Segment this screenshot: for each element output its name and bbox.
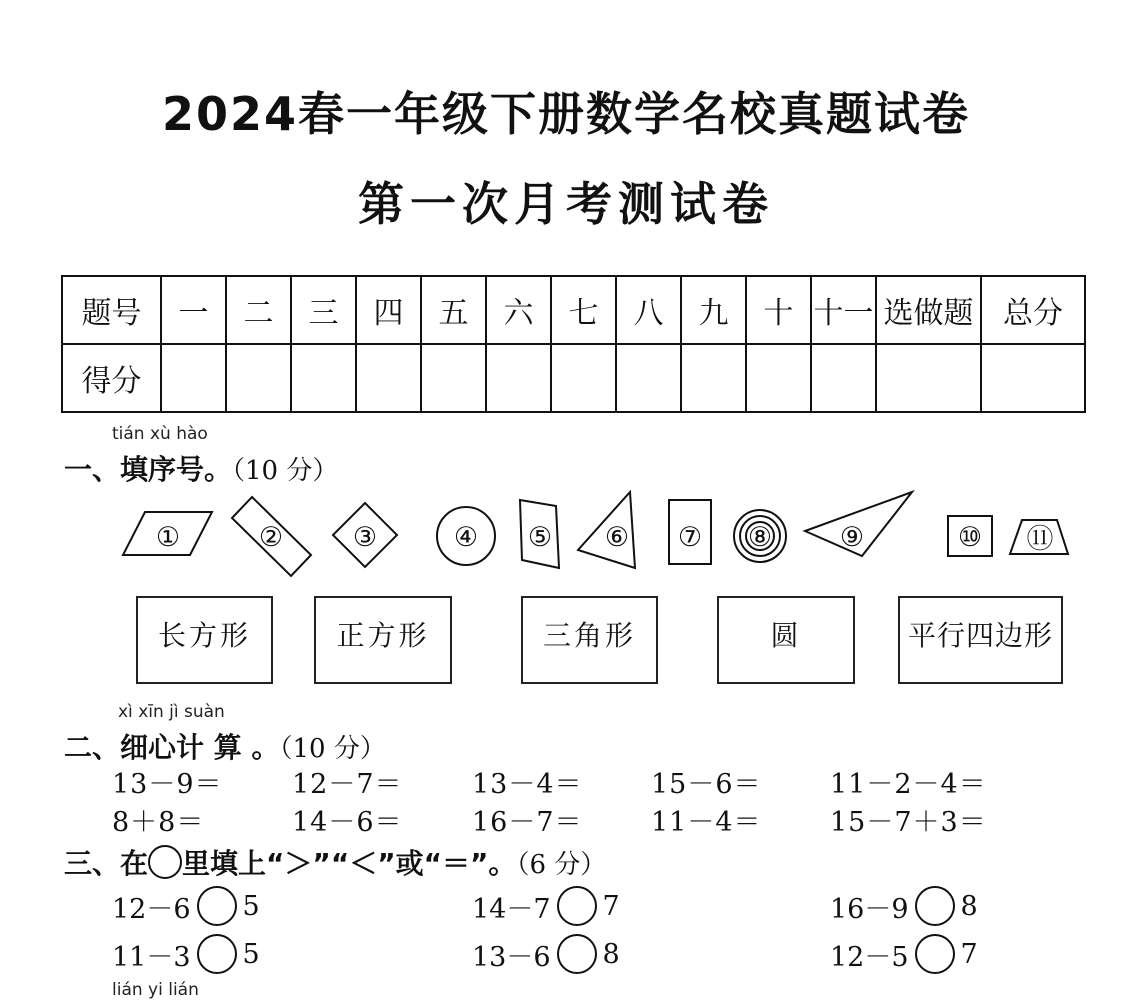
section3-title-b: 里填上“＞”“＜”或“＝”。 bbox=[182, 847, 517, 880]
compare-left: 12－5 bbox=[830, 941, 909, 973]
section2-points: （10 分） bbox=[279, 734, 386, 764]
score-cell[interactable] bbox=[616, 344, 681, 412]
shape-label-7: ⑦ bbox=[677, 522, 703, 553]
box-label: 平行四边形 bbox=[907, 619, 1053, 652]
compare-item bbox=[830, 934, 978, 974]
answer-box-triangle[interactable] bbox=[521, 596, 658, 684]
section2-pinyin: xì xīn jì suàn bbox=[118, 702, 225, 722]
col-header: 十一 bbox=[811, 276, 876, 344]
compare-right: 8 bbox=[602, 938, 620, 970]
col-header: 二 bbox=[226, 276, 291, 344]
shape-label-9: ⑨ bbox=[839, 522, 865, 553]
compare-circle[interactable] bbox=[915, 886, 955, 926]
equation: 14－6＝ bbox=[292, 807, 403, 838]
shape-label-8: ⑧ bbox=[747, 522, 773, 553]
compare-left: 14－7 bbox=[472, 893, 551, 925]
compare-circle[interactable] bbox=[197, 886, 237, 926]
col-header: 五 bbox=[421, 276, 486, 344]
score-cell[interactable] bbox=[876, 344, 981, 412]
equation: 11－2－4＝ bbox=[830, 769, 987, 800]
section1-pinyin: tián xù hào bbox=[112, 424, 208, 444]
shape-label-4: ④ bbox=[453, 522, 479, 553]
answer-box-parallelogram[interactable] bbox=[898, 596, 1063, 684]
compare-left: 12－6 bbox=[112, 893, 191, 925]
answer-box-rectangle[interactable] bbox=[136, 596, 273, 684]
shape-label-1: ① bbox=[155, 522, 181, 553]
compare-circle[interactable] bbox=[557, 886, 597, 926]
answer-box-circle[interactable] bbox=[717, 596, 855, 684]
score-cell[interactable] bbox=[981, 344, 1085, 412]
compare-circle[interactable] bbox=[557, 934, 597, 974]
row-label-score: 得分 bbox=[62, 344, 161, 412]
score-cell[interactable] bbox=[226, 344, 291, 412]
score-cell[interactable] bbox=[291, 344, 356, 412]
equation: 13－4＝ bbox=[472, 769, 583, 800]
row-label-question-number: 题号 bbox=[62, 276, 161, 344]
col-header: 八 bbox=[616, 276, 681, 344]
score-cell[interactable] bbox=[811, 344, 876, 412]
shape-label-5: ⑤ bbox=[527, 522, 553, 553]
answer-box-square[interactable] bbox=[314, 596, 452, 684]
col-header: 九 bbox=[681, 276, 746, 344]
score-table bbox=[61, 275, 1086, 413]
shape-label-11: ⑪ bbox=[1026, 524, 1054, 555]
equation: 16－7＝ bbox=[472, 807, 583, 838]
compare-circle[interactable] bbox=[915, 934, 955, 974]
equation: 11－4＝ bbox=[651, 807, 762, 838]
section2-title: 二、细心计 算 。 bbox=[64, 731, 280, 764]
score-cell[interactable] bbox=[746, 344, 811, 412]
compare-item bbox=[112, 934, 260, 974]
compare-right: 5 bbox=[242, 890, 260, 922]
compare-item bbox=[472, 886, 620, 926]
compare-right: 7 bbox=[960, 938, 978, 970]
section3-heading bbox=[64, 842, 606, 882]
equation: 15－6＝ bbox=[651, 769, 762, 800]
col-header: 选做题 bbox=[876, 276, 981, 344]
col-header: 总分 bbox=[981, 276, 1085, 344]
section1-points: （10 分） bbox=[232, 456, 339, 486]
compare-left: 16－9 bbox=[830, 893, 909, 925]
equation: 13－9＝ bbox=[112, 769, 223, 800]
section3-title-a: 三、在 bbox=[64, 847, 149, 880]
equation: 12－7＝ bbox=[292, 769, 403, 800]
equation: 8＋8＝ bbox=[112, 807, 205, 838]
score-cell[interactable] bbox=[421, 344, 486, 412]
compare-left: 13－6 bbox=[472, 941, 551, 973]
box-label: 长方形 bbox=[157, 619, 251, 652]
section3-points: （6 分） bbox=[516, 850, 607, 880]
score-cell[interactable] bbox=[551, 344, 616, 412]
box-label: 圆 bbox=[770, 619, 802, 652]
col-header: 四 bbox=[356, 276, 421, 344]
compare-right: 8 bbox=[960, 890, 978, 922]
col-header: 一 bbox=[161, 276, 226, 344]
box-label: 正方形 bbox=[336, 619, 430, 652]
compare-right: 7 bbox=[602, 890, 620, 922]
exam-title: 2024春一年级下册数学名校真题试卷 bbox=[161, 87, 971, 141]
compare-item bbox=[112, 886, 260, 926]
section4-pinyin: lián yi lián bbox=[112, 980, 199, 1000]
section1-title: 一、填序号。 bbox=[64, 453, 233, 486]
compare-circle[interactable] bbox=[197, 934, 237, 974]
compare-right: 5 bbox=[242, 938, 260, 970]
col-header: 七 bbox=[551, 276, 616, 344]
score-cell[interactable] bbox=[681, 344, 746, 412]
col-header: 三 bbox=[291, 276, 356, 344]
exam-subtitle: 第一次月考测试卷 bbox=[358, 177, 774, 231]
compare-left: 11－3 bbox=[112, 941, 191, 973]
shape-label-6: ⑥ bbox=[604, 522, 630, 553]
score-cell[interactable] bbox=[161, 344, 226, 412]
section2-heading bbox=[64, 726, 386, 766]
box-label: 三角形 bbox=[542, 619, 636, 652]
col-header: 十 bbox=[746, 276, 811, 344]
score-cell[interactable] bbox=[356, 344, 421, 412]
shape-label-2: ② bbox=[258, 522, 284, 553]
compare-item bbox=[830, 886, 978, 926]
compare-item bbox=[472, 934, 620, 974]
equation: 15－7＋3＝ bbox=[830, 807, 987, 838]
col-header: 六 bbox=[486, 276, 551, 344]
shape-label-10: ⑩ bbox=[957, 522, 983, 553]
circle-icon bbox=[148, 845, 182, 879]
shapes-figure bbox=[0, 480, 1132, 580]
score-cell[interactable] bbox=[486, 344, 551, 412]
shape-label-3: ③ bbox=[352, 522, 378, 553]
